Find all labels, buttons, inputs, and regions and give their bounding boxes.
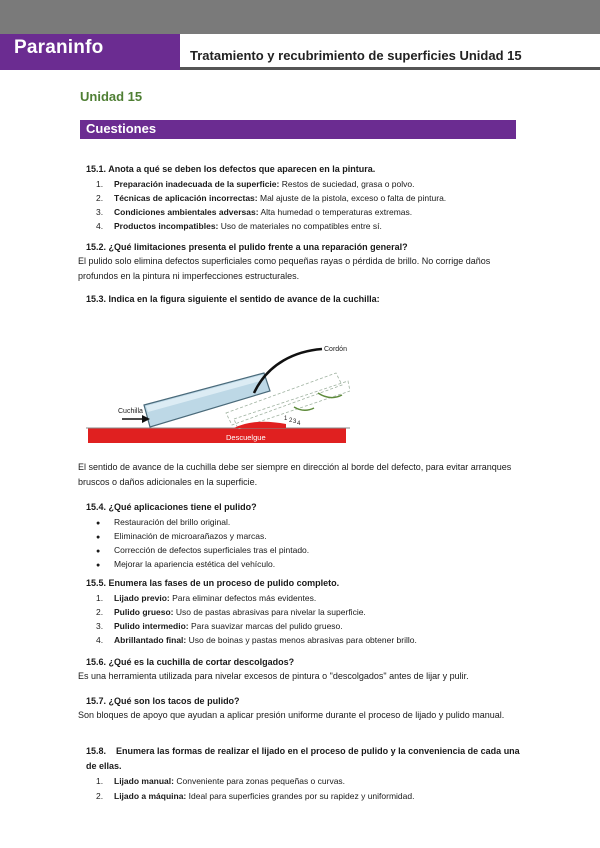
- blade-figure: [86, 333, 350, 445]
- figure-label-cuchilla: Cuchilla: [118, 408, 143, 415]
- question-15-2: 15.2. ¿Qué limitaciones presenta el pulido frente a una reparación general?: [86, 242, 408, 252]
- list-item: ● Eliminación de microarañazos y marcas.: [96, 531, 267, 541]
- list-item: 1. Preparación inadecuada de la superficie: Restos de suciedad, grasa o polvo.: [96, 179, 415, 189]
- section-title: Cuestiones: [86, 121, 157, 136]
- list-item: 3. Condiciones ambientales adversas: Alta humedad o temperaturas extremas.: [96, 207, 413, 217]
- figure-label-number: 4: [297, 421, 301, 427]
- unit-heading: Unidad 15: [80, 89, 143, 104]
- figure-red-base: [88, 428, 346, 443]
- question-15-3: 15.3. Indica en la figura siguiente el sentido de avance de la cuchilla:: [86, 294, 380, 304]
- answer-15-2: El pulido solo elimina defectos superficiales como pequeñas rayas o pérdida de brillo. No corrige daños profundos en la pintura ni imperfecciones estructurales.: [78, 256, 491, 281]
- list-item: 3. Pulido intermedio: Para suavizar marcas del pulido grueso.: [96, 621, 343, 631]
- figure-label-number: 2: [289, 418, 293, 424]
- list-item: 1. Lijado manual: Conveniente para zonas pequeñas o curvas.: [96, 776, 346, 786]
- question-15-5: 15.5. Enumera las fases de un proceso de pulido completo.: [86, 578, 340, 588]
- list-item: 4. Productos incompatibles: Uso de materiales no compatibles entre sí.: [96, 221, 382, 231]
- list-item: 2. Lijado a máquina: Ideal para superficies grandes por su rapidez y uniformidad.: [96, 791, 415, 801]
- list-item: ● Restauración del brillo original.: [96, 517, 231, 527]
- answer-15-7: Son bloques de apoyo que ayudan a aplicar presión uniforme durante el proceso de lijado y pulido manual.: [78, 710, 505, 720]
- figure-label-number: 3: [293, 419, 297, 425]
- publisher-logo: Paraninfo: [14, 37, 104, 58]
- question-15-6: 15.6. ¿Qué es la cuchilla de cortar descolgados?: [86, 657, 295, 667]
- question-15-7: 15.7. ¿Qué son los tacos de pulido?: [86, 696, 240, 706]
- question-15-8: 15.8. Enumera las formas de realizar el lijado en el proceso de pulido y la conveniencia de cada una de ellas.: [86, 746, 520, 771]
- list-item: 2. Técnicas de aplicación incorrectas: Mal ajuste de la pistola, exceso o falta de pintura.: [96, 193, 447, 203]
- answer-15-3: El sentido de avance de la cuchilla debe ser siempre en dirección al borde del defecto, para evitar arranques bruscos o daños adicionales en la superficie.: [78, 462, 512, 487]
- document-title: Tratamiento y recubrimiento de superficies Unidad 15: [190, 48, 522, 63]
- question-15-1: 15.1. Anota a qué se deben los defectos que aparecen en la pintura.: [86, 164, 376, 174]
- top-grey-band: [0, 0, 600, 34]
- question-15-4: 15.4. ¿Qué aplicaciones tiene el pulido?: [86, 502, 257, 512]
- answer-15-6: Es una herramienta utilizada para nivelar excesos de pintura o "descolgados" antes de lijar y pulir.: [78, 671, 469, 681]
- list-item: 2. Pulido grueso: Uso de pastas abrasivas para nivelar la superficie.: [96, 607, 366, 617]
- figure-label-descuelgue: Descuelgue: [226, 433, 266, 442]
- figure-label-cordon: Cordón: [324, 346, 347, 353]
- list-item: 1. Lijado previo: Para eliminar defectos más evidentes.: [96, 593, 317, 603]
- figure-label-number: 1: [284, 416, 288, 422]
- list-item: 4. Abrillantado final: Uso de boinas y pastas menos abrasivas para obtener brillo.: [96, 635, 417, 645]
- list-item: ● Mejorar la apariencia estética del vehículo.: [96, 559, 276, 569]
- list-item: ● Corrección de defectos superficiales tras el pintado.: [96, 545, 310, 555]
